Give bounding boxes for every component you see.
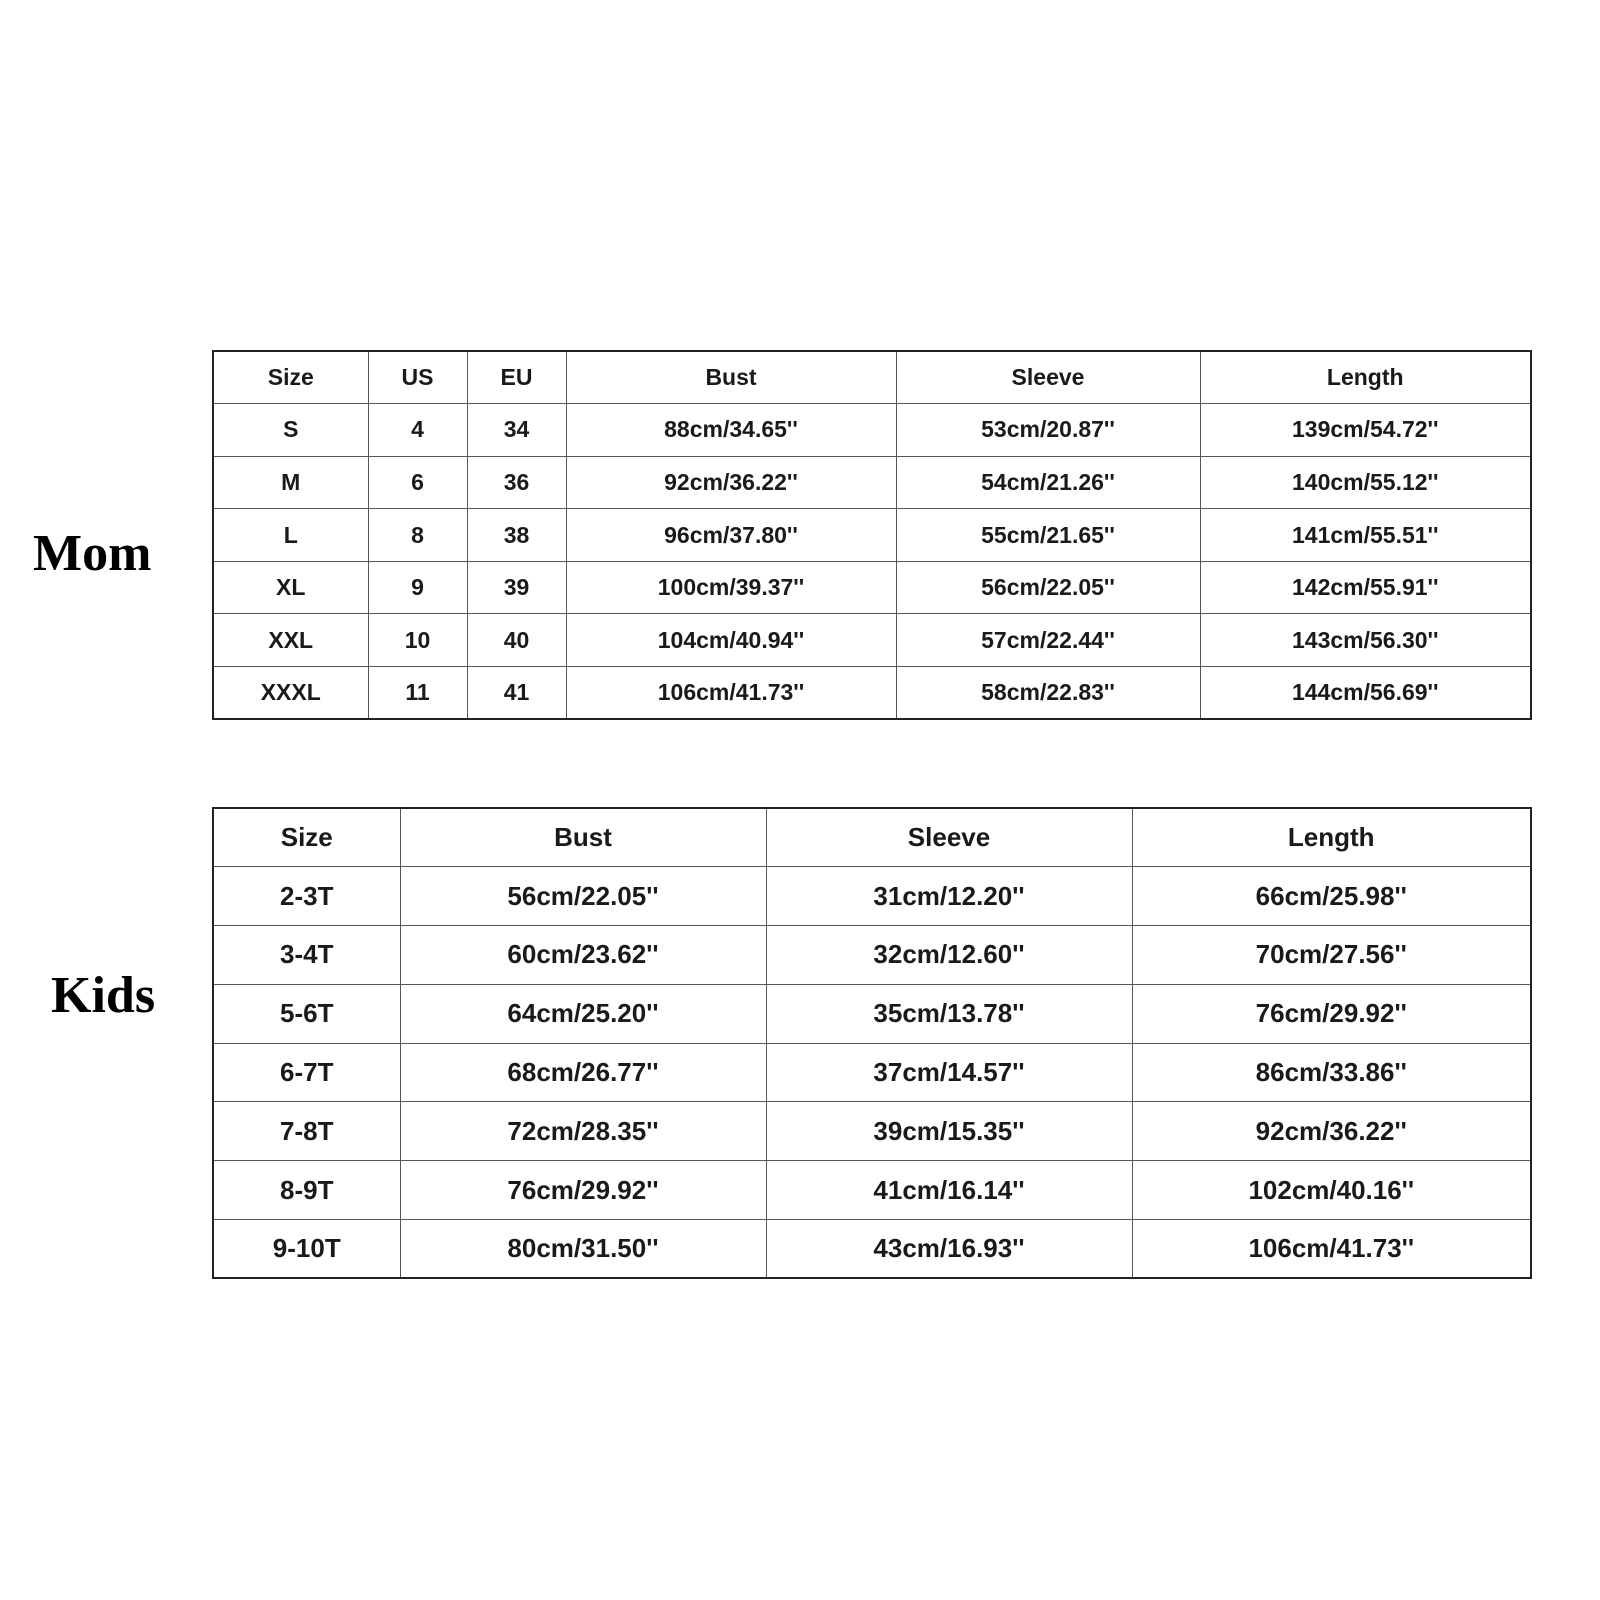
table-cell: 36 bbox=[467, 456, 566, 509]
table-cell: 141cm/55.51'' bbox=[1200, 509, 1531, 562]
table-cell: 106cm/41.73'' bbox=[566, 667, 896, 720]
table-header-row bbox=[213, 351, 1531, 404]
table-cell: 76cm/29.92'' bbox=[400, 1161, 766, 1220]
table-cell: 92cm/36.22'' bbox=[1132, 1102, 1531, 1161]
table-row bbox=[213, 561, 1531, 614]
table-cell: 8-9T bbox=[213, 1161, 400, 1220]
table-cell: 9 bbox=[368, 561, 467, 614]
table-row bbox=[213, 667, 1531, 720]
table-row bbox=[213, 926, 1531, 985]
table-cell: 3-4T bbox=[213, 926, 400, 985]
table-cell: 100cm/39.37'' bbox=[566, 561, 896, 614]
table-cell: 72cm/28.35'' bbox=[400, 1102, 766, 1161]
table-cell: M bbox=[213, 456, 368, 509]
table-cell: 106cm/41.73'' bbox=[1132, 1220, 1531, 1279]
column-header: Sleeve bbox=[766, 808, 1132, 867]
table-cell: XXL bbox=[213, 614, 368, 667]
table-cell: 32cm/12.60'' bbox=[766, 926, 1132, 985]
table-cell: 41cm/16.14'' bbox=[766, 1161, 1132, 1220]
table-cell: 56cm/22.05'' bbox=[400, 867, 766, 926]
table-cell: 6-7T bbox=[213, 1043, 400, 1102]
column-header: Length bbox=[1132, 808, 1531, 867]
table-cell: 96cm/37.80'' bbox=[566, 509, 896, 562]
table-cell: 104cm/40.94'' bbox=[566, 614, 896, 667]
table-cell: 66cm/25.98'' bbox=[1132, 867, 1531, 926]
table-row bbox=[213, 404, 1531, 457]
table-cell: 43cm/16.93'' bbox=[766, 1220, 1132, 1279]
column-header: US bbox=[368, 351, 467, 404]
column-header: EU bbox=[467, 351, 566, 404]
table-row bbox=[213, 509, 1531, 562]
table-cell: 37cm/14.57'' bbox=[766, 1043, 1132, 1102]
table-cell: 92cm/36.22'' bbox=[566, 456, 896, 509]
table-cell: 86cm/33.86'' bbox=[1132, 1043, 1531, 1102]
table-cell: 68cm/26.77'' bbox=[400, 1043, 766, 1102]
kids-section-label: Kids bbox=[51, 967, 156, 1024]
table-cell: 40 bbox=[467, 614, 566, 667]
table-row bbox=[213, 456, 1531, 509]
table-row bbox=[213, 614, 1531, 667]
table-cell: 9-10T bbox=[213, 1220, 400, 1279]
mom-section-label: Mom bbox=[33, 525, 152, 582]
column-header: Bust bbox=[400, 808, 766, 867]
table-cell: 38 bbox=[467, 509, 566, 562]
column-header: Length bbox=[1200, 351, 1531, 404]
table-cell: 143cm/56.30'' bbox=[1200, 614, 1531, 667]
table-row bbox=[213, 867, 1531, 926]
table-cell: 60cm/23.62'' bbox=[400, 926, 766, 985]
table-cell: 58cm/22.83'' bbox=[896, 667, 1200, 720]
mom-size-table bbox=[212, 350, 1532, 720]
table-cell: 102cm/40.16'' bbox=[1132, 1161, 1531, 1220]
table-cell: XXXL bbox=[213, 667, 368, 720]
table-cell: 7-8T bbox=[213, 1102, 400, 1161]
table-cell: 31cm/12.20'' bbox=[766, 867, 1132, 926]
table-cell: 80cm/31.50'' bbox=[400, 1220, 766, 1279]
table-cell: 35cm/13.78'' bbox=[766, 984, 1132, 1043]
table-cell: 139cm/54.72'' bbox=[1200, 404, 1531, 457]
table-cell: 53cm/20.87'' bbox=[896, 404, 1200, 457]
table-cell: 144cm/56.69'' bbox=[1200, 667, 1531, 720]
column-header: Sleeve bbox=[896, 351, 1200, 404]
table-cell: 5-6T bbox=[213, 984, 400, 1043]
table-row bbox=[213, 1043, 1531, 1102]
table-cell: 64cm/25.20'' bbox=[400, 984, 766, 1043]
table-cell: 4 bbox=[368, 404, 467, 457]
table-cell: 2-3T bbox=[213, 867, 400, 926]
table-row bbox=[213, 1220, 1531, 1279]
table-cell: 10 bbox=[368, 614, 467, 667]
table-cell: 11 bbox=[368, 667, 467, 720]
table-cell: XL bbox=[213, 561, 368, 614]
table-cell: 88cm/34.65'' bbox=[566, 404, 896, 457]
table-cell: 41 bbox=[467, 667, 566, 720]
table-cell: 8 bbox=[368, 509, 467, 562]
table-cell: 56cm/22.05'' bbox=[896, 561, 1200, 614]
table-row bbox=[213, 1102, 1531, 1161]
table-row bbox=[213, 984, 1531, 1043]
table-cell: 70cm/27.56'' bbox=[1132, 926, 1531, 985]
column-header: Size bbox=[213, 351, 368, 404]
table-cell: L bbox=[213, 509, 368, 562]
table-cell: 39 bbox=[467, 561, 566, 614]
table-row bbox=[213, 1161, 1531, 1220]
table-cell: 54cm/21.26'' bbox=[896, 456, 1200, 509]
table-cell: 140cm/55.12'' bbox=[1200, 456, 1531, 509]
table-cell: 57cm/22.44'' bbox=[896, 614, 1200, 667]
table-cell: 55cm/21.65'' bbox=[896, 509, 1200, 562]
column-header: Size bbox=[213, 808, 400, 867]
table-header-row bbox=[213, 808, 1531, 867]
table-cell: 142cm/55.91'' bbox=[1200, 561, 1531, 614]
kids-size-table bbox=[212, 807, 1532, 1279]
column-header: Bust bbox=[566, 351, 896, 404]
table-cell: 6 bbox=[368, 456, 467, 509]
table-cell: 76cm/29.92'' bbox=[1132, 984, 1531, 1043]
table-cell: 39cm/15.35'' bbox=[766, 1102, 1132, 1161]
table-cell: 34 bbox=[467, 404, 566, 457]
table-cell: S bbox=[213, 404, 368, 457]
